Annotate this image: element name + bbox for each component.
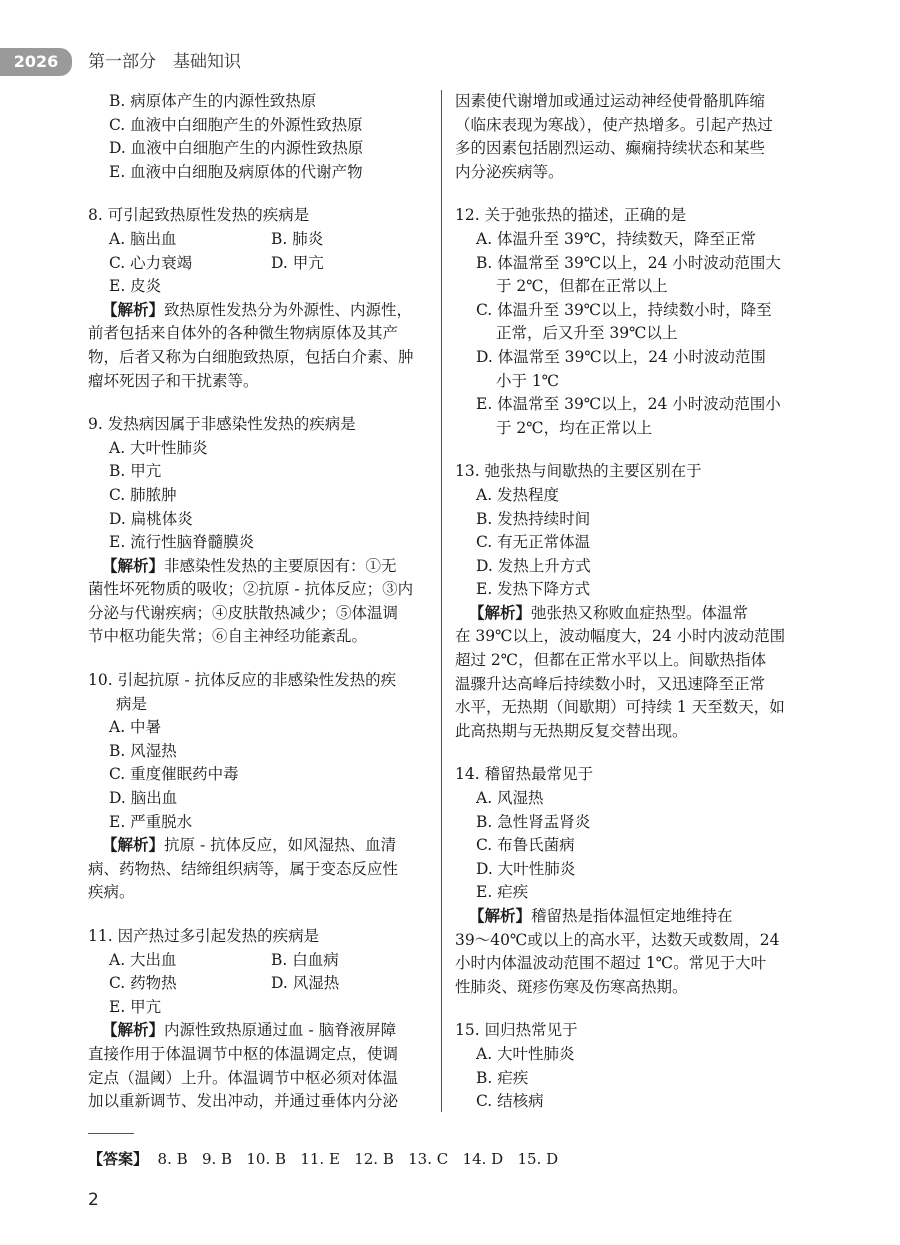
option: A. 发热程度 bbox=[476, 485, 560, 504]
answer-key bbox=[88, 1148, 558, 1170]
option: E. 血液中白细胞及病原体的代谢产物 bbox=[109, 162, 363, 181]
option-cont: 正常，后又升至 39℃以上 bbox=[496, 324, 678, 343]
question-13 bbox=[455, 460, 800, 743]
explanation-line: 定点（温阈）上升。体温调节中枢必须对体温 bbox=[88, 1068, 399, 1087]
left-column bbox=[88, 90, 433, 1114]
question-11 bbox=[88, 925, 433, 1114]
question-10 bbox=[88, 669, 433, 905]
question-stem: 10. 引起抗原 - 抗体反应的非感染性发热的疾 bbox=[88, 671, 397, 690]
option: E. 皮炎 bbox=[109, 277, 162, 296]
explanation-tag: 【解析】 bbox=[102, 1021, 165, 1040]
page-number: 2 bbox=[88, 1190, 99, 1210]
option: D. 甲亢 bbox=[271, 253, 324, 272]
explanation bbox=[88, 555, 433, 649]
option: B. 体温常至 39℃以上，24 小时波动范围大 bbox=[476, 253, 781, 272]
explanation-tag: 【解析】 bbox=[102, 300, 165, 319]
explanation-line: 节中枢功能失常；⑥自主神经功能紊乱。 bbox=[88, 627, 368, 646]
explanation bbox=[88, 299, 433, 393]
year-badge: 2026 bbox=[0, 48, 72, 76]
question-7-tail bbox=[88, 90, 433, 184]
explanation-line: 抗原 - 抗体反应，如风湿热、血清 bbox=[164, 836, 397, 855]
option: E. 流行性脑脊髓膜炎 bbox=[109, 533, 255, 552]
option: E. 体温常至 39℃以上，24 小时波动范围小 bbox=[476, 395, 781, 414]
explanation-line: 菌性坏死物质的吸收；②抗原 - 抗体反应；③内 bbox=[88, 580, 414, 599]
right-column bbox=[455, 90, 800, 1114]
question-stem: 11. 因产热过多引起发热的疾病是 bbox=[88, 927, 320, 945]
page-header bbox=[0, 48, 900, 76]
option: C. 心力衰竭 bbox=[109, 253, 193, 272]
explanation-line: 非感染性发热的主要原因有：①无 bbox=[164, 556, 397, 575]
explanation-line: 超过 2℃，但都在正常水平以上。间歇热指体 bbox=[455, 651, 767, 670]
option: D. 血液中白细胞产生的内源性致热原 bbox=[109, 139, 364, 158]
section-title: 第一部分 基础知识 bbox=[88, 52, 241, 72]
explanation-line: 致热原性发热分为外源性、内源性， bbox=[164, 300, 413, 319]
option: D. 体温常至 39℃以上，24 小时波动范围 bbox=[476, 347, 766, 366]
explanation-tag: 【解析】 bbox=[469, 603, 532, 622]
explanation-line: 疾病。 bbox=[88, 883, 135, 902]
question-stem: 15. 回归热常见于 bbox=[455, 1021, 578, 1040]
explanation-continued bbox=[455, 90, 800, 184]
explanation-line: 水平，无热期（间歇期）可持续 1 天至数天，如 bbox=[455, 698, 785, 717]
option: C. 布鲁氏菌病 bbox=[476, 836, 575, 855]
option-cont: 于 2℃，均在正常以上 bbox=[496, 418, 653, 437]
question-9 bbox=[88, 413, 433, 649]
option: A. 脑出血 bbox=[109, 229, 177, 248]
option-cont: 于 2℃，但都在正常以上 bbox=[496, 277, 668, 296]
option: B. 疟疾 bbox=[476, 1068, 529, 1087]
explanation-line: 内源性致热原通过血 - 脑脊液屏障 bbox=[164, 1021, 397, 1040]
option: A. 体温升至 39℃，持续数天，降至正常 bbox=[476, 229, 757, 248]
question-stem: 8. 可引起致热原性发热的疾病是 bbox=[88, 206, 310, 225]
explanation-line: 病、药物热、结缔组织病等，属于变态反应性 bbox=[88, 859, 399, 878]
option: C. 血液中白细胞产生的外源性致热原 bbox=[109, 115, 363, 134]
explanation-line: 此高热期与无热期反复交替出现。 bbox=[455, 721, 688, 740]
answer-list: 8. B 9. B 10. B 11. E 12. B 13. C 14. D 15. D bbox=[148, 1150, 559, 1168]
explanation-line: （临床表现为寒战），使产热增多。引起产热过 bbox=[455, 115, 773, 134]
option: D. 脑出血 bbox=[109, 789, 178, 808]
explanation-line: 多的因素包括剧烈运动、癫痫持续状态和某些 bbox=[455, 139, 766, 158]
question-12 bbox=[455, 204, 800, 440]
explanation bbox=[455, 905, 800, 999]
column-divider bbox=[441, 90, 442, 1112]
explanation-line: 稽留热是指体温恒定地维持在 bbox=[531, 907, 733, 925]
question-stem: 13. 弛张热与间歇热的主要区别在于 bbox=[455, 462, 702, 481]
option: E. 甲亢 bbox=[109, 997, 162, 1016]
option: C. 肺脓肿 bbox=[109, 485, 177, 504]
option: A. 风湿热 bbox=[476, 789, 544, 808]
option: C. 体温升至 39℃以上，持续数小时，降至 bbox=[476, 300, 772, 319]
option: A. 大出血 bbox=[109, 950, 177, 969]
explanation-line: 39～40℃或以上的高水平，达数天或数周，24 bbox=[455, 930, 780, 949]
option: B. 白血病 bbox=[271, 950, 339, 969]
question-stem: 12. 关于弛张热的描述，正确的是 bbox=[455, 206, 687, 225]
option: A. 大叶性肺炎 bbox=[476, 1044, 575, 1063]
explanation bbox=[455, 602, 800, 744]
explanation-line: 性肺炎、斑疹伤寒及伤寒高热期。 bbox=[455, 977, 688, 996]
explanation bbox=[88, 1019, 433, 1113]
explanation-line: 物，后者又称为白细胞致热原，包括白介素、肿 bbox=[88, 347, 414, 366]
question-stem: 9. 发热病因属于非感染性发热的疾病是 bbox=[88, 415, 356, 434]
option: E. 严重脱水 bbox=[109, 812, 193, 831]
explanation-line: 前者包括来自体外的各种微生物病原体及其产 bbox=[88, 324, 399, 343]
option: B. 甲亢 bbox=[109, 462, 162, 481]
explanation-line: 温骤升达高峰后持续数小时，又迅速降至正常 bbox=[455, 674, 766, 693]
explanation-line: 在 39℃以上，波动幅度大，24 小时内波动范围 bbox=[455, 627, 786, 646]
question-stem-cont: 病是 bbox=[116, 694, 148, 713]
option: D. 扁桃体炎 bbox=[109, 509, 193, 528]
option: B. 风湿热 bbox=[109, 741, 177, 760]
option: D. 大叶性肺炎 bbox=[476, 859, 576, 878]
option: C. 有无正常体温 bbox=[476, 533, 591, 552]
question-15 bbox=[455, 1019, 800, 1113]
explanation-line: 小时内体温波动范围不超过 1℃。常见于大叶 bbox=[455, 954, 767, 973]
question-8 bbox=[88, 204, 433, 393]
explanation-line: 内分泌疾病等。 bbox=[455, 162, 564, 181]
option: A. 中暑 bbox=[109, 718, 162, 737]
option: D. 发热上升方式 bbox=[476, 556, 591, 575]
explanation-tag: 【解析】 bbox=[469, 907, 532, 925]
option: A. 大叶性肺炎 bbox=[109, 438, 208, 457]
option: B. 发热持续时间 bbox=[476, 509, 591, 528]
option-cont: 小于 1℃ bbox=[496, 371, 560, 390]
option: C. 结核病 bbox=[476, 1092, 544, 1111]
explanation-line: 因素使代谢增加或通过运动神经使骨骼肌阵缩 bbox=[455, 92, 766, 110]
explanation-line: 弛张热又称败血症热型。体温常 bbox=[531, 603, 749, 622]
question-14 bbox=[455, 763, 800, 999]
option: C. 药物热 bbox=[109, 974, 177, 993]
option: C. 重度催眠药中毒 bbox=[109, 765, 239, 784]
explanation bbox=[88, 834, 433, 905]
option: B. 病原体产生的内源性致热原 bbox=[109, 92, 317, 110]
option: B. 肺炎 bbox=[271, 229, 324, 248]
explanation-line: 加以重新调节、发出冲动，并通过垂体内分泌 bbox=[88, 1092, 399, 1111]
explanation-line: 分泌与代谢疾病；④皮肤散热减少；⑤体温调 bbox=[88, 603, 399, 622]
answer-rule bbox=[88, 1133, 134, 1134]
explanation-line: 瘤坏死因子和干扰素等。 bbox=[88, 371, 259, 390]
option: B. 急性肾盂肾炎 bbox=[476, 812, 591, 831]
option: E. 疟疾 bbox=[476, 883, 529, 902]
question-stem: 14. 稽留热最常见于 bbox=[455, 765, 594, 784]
answer-tag: 【答案】 bbox=[88, 1150, 149, 1168]
explanation-line: 直接作用于体温调节中枢的体温调定点，使调 bbox=[88, 1044, 399, 1063]
explanation-tag: 【解析】 bbox=[102, 836, 165, 855]
option: E. 发热下降方式 bbox=[476, 580, 591, 599]
explanation-tag: 【解析】 bbox=[102, 556, 165, 575]
option: D. 风湿热 bbox=[271, 974, 340, 993]
